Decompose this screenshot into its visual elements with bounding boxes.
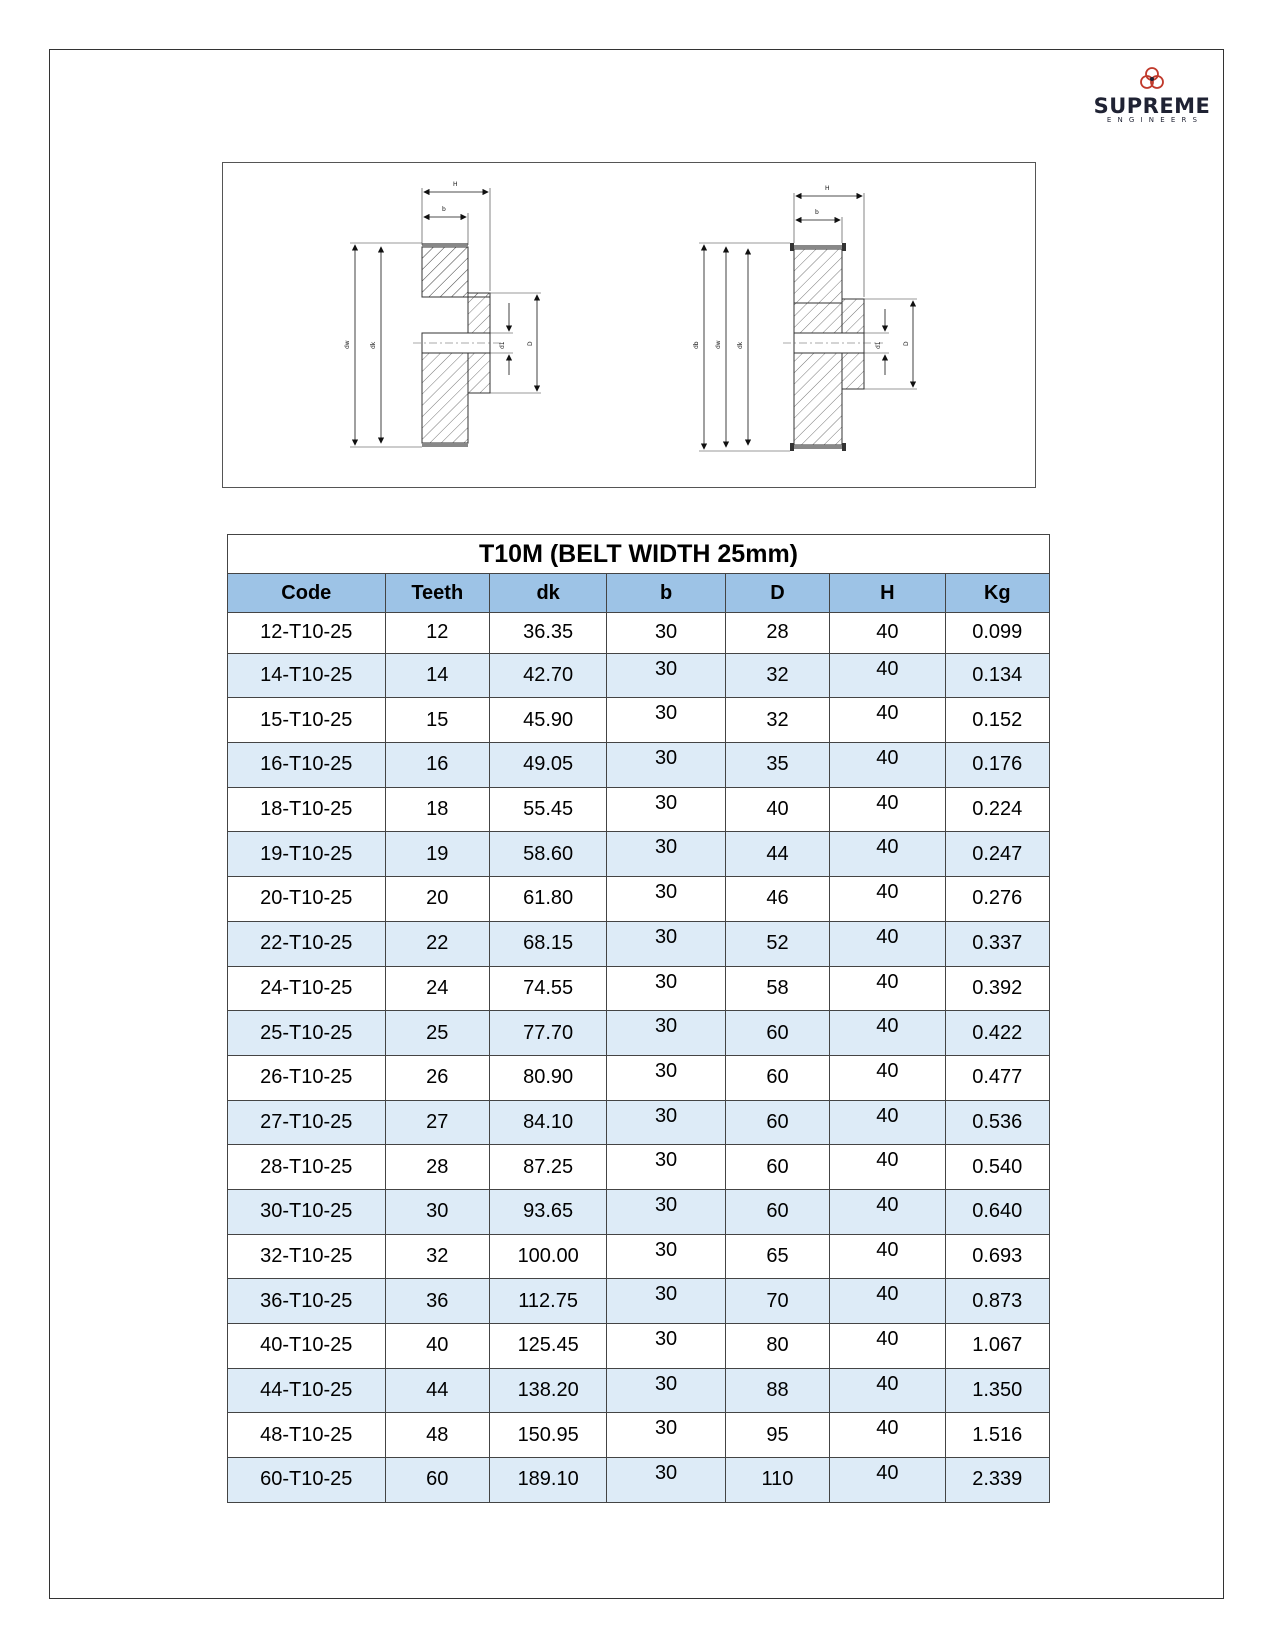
cell-D: 32 bbox=[725, 653, 829, 698]
cell-H: 40 bbox=[830, 1011, 945, 1056]
cell-code: 20-T10-25 bbox=[228, 877, 386, 922]
cell-teeth: 12 bbox=[385, 613, 489, 654]
left-pulley-section bbox=[344, 181, 541, 447]
table-header-row bbox=[228, 574, 1050, 613]
cell-D: 60 bbox=[725, 1189, 829, 1234]
cell-kg: 0.536 bbox=[945, 1100, 1049, 1145]
cell-b: 30 bbox=[607, 1145, 725, 1190]
cell-D: 80 bbox=[725, 1324, 829, 1369]
cell-kg: 2.339 bbox=[945, 1458, 1049, 1503]
cell-H: 40 bbox=[830, 921, 945, 966]
cell-b: 30 bbox=[607, 966, 725, 1011]
table-row bbox=[228, 698, 1050, 743]
cell-H: 40 bbox=[830, 1413, 945, 1458]
cell-kg: 1.350 bbox=[945, 1368, 1049, 1413]
left-dim-dw: dw bbox=[344, 340, 351, 349]
cell-D: 32 bbox=[725, 698, 829, 743]
col-header-b: b bbox=[607, 574, 725, 613]
cell-H: 40 bbox=[830, 698, 945, 743]
spec-table bbox=[227, 534, 1050, 1503]
cell-b: 30 bbox=[607, 1234, 725, 1279]
cell-teeth: 22 bbox=[385, 921, 489, 966]
cell-b: 30 bbox=[607, 1189, 725, 1234]
cell-H: 40 bbox=[830, 1324, 945, 1369]
cell-D: 60 bbox=[725, 1100, 829, 1145]
cell-teeth: 20 bbox=[385, 877, 489, 922]
cell-code: 18-T10-25 bbox=[228, 787, 386, 832]
right-dim-d1: d1 bbox=[875, 341, 882, 349]
cell-teeth: 27 bbox=[385, 1100, 489, 1145]
cell-code: 25-T10-25 bbox=[228, 1011, 386, 1056]
cell-dk: 125.45 bbox=[489, 1324, 606, 1369]
table-row bbox=[228, 1011, 1050, 1056]
table-row bbox=[228, 613, 1050, 654]
cell-b: 30 bbox=[607, 1100, 725, 1145]
cell-H: 40 bbox=[830, 1458, 945, 1503]
cell-b: 30 bbox=[607, 921, 725, 966]
cell-code: 12-T10-25 bbox=[228, 613, 386, 654]
cell-dk: 112.75 bbox=[489, 1279, 606, 1324]
cell-teeth: 28 bbox=[385, 1145, 489, 1190]
cell-dk: 74.55 bbox=[489, 966, 606, 1011]
table-row bbox=[228, 743, 1050, 788]
cell-kg: 0.224 bbox=[945, 787, 1049, 832]
table-row bbox=[228, 1189, 1050, 1234]
table-row bbox=[228, 832, 1050, 877]
cell-H: 40 bbox=[830, 1234, 945, 1279]
cell-b: 30 bbox=[607, 787, 725, 832]
cell-teeth: 48 bbox=[385, 1413, 489, 1458]
cell-kg: 0.099 bbox=[945, 613, 1049, 654]
col-header-H: H bbox=[830, 574, 945, 613]
table-title-row bbox=[228, 535, 1050, 574]
right-pulley-section bbox=[693, 185, 917, 451]
right-dim-H: H bbox=[825, 185, 830, 192]
cell-H: 40 bbox=[830, 1145, 945, 1190]
cell-teeth: 36 bbox=[385, 1279, 489, 1324]
cell-b: 30 bbox=[607, 1368, 725, 1413]
left-dim-b: b bbox=[442, 206, 446, 213]
cell-D: 60 bbox=[725, 1011, 829, 1056]
cell-H: 40 bbox=[830, 1055, 945, 1100]
cell-code: 16-T10-25 bbox=[228, 743, 386, 788]
cell-kg: 0.477 bbox=[945, 1055, 1049, 1100]
cell-D: 60 bbox=[725, 1055, 829, 1100]
cell-teeth: 32 bbox=[385, 1234, 489, 1279]
cell-code: 14-T10-25 bbox=[228, 653, 386, 698]
table-body bbox=[228, 613, 1050, 1503]
cell-dk: 45.90 bbox=[489, 698, 606, 743]
table-row bbox=[228, 1413, 1050, 1458]
cell-b: 30 bbox=[607, 1413, 725, 1458]
cell-dk: 87.25 bbox=[489, 1145, 606, 1190]
cell-code: 19-T10-25 bbox=[228, 832, 386, 877]
right-dim-dk: dk bbox=[737, 341, 744, 349]
cell-b: 30 bbox=[607, 653, 725, 698]
table-title: T10M (BELT WIDTH 25mm) bbox=[228, 535, 1050, 574]
cell-b: 30 bbox=[607, 1055, 725, 1100]
cell-b: 30 bbox=[607, 1011, 725, 1056]
cell-D: 65 bbox=[725, 1234, 829, 1279]
cell-code: 36-T10-25 bbox=[228, 1279, 386, 1324]
cell-D: 44 bbox=[725, 832, 829, 877]
cell-D: 35 bbox=[725, 743, 829, 788]
cell-H: 40 bbox=[830, 832, 945, 877]
cell-H: 40 bbox=[830, 787, 945, 832]
table-row bbox=[228, 653, 1050, 698]
cell-dk: 138.20 bbox=[489, 1368, 606, 1413]
cell-kg: 0.693 bbox=[945, 1234, 1049, 1279]
cell-teeth: 30 bbox=[385, 1189, 489, 1234]
right-dim-b: b bbox=[815, 209, 819, 216]
cell-teeth: 24 bbox=[385, 966, 489, 1011]
cell-teeth: 26 bbox=[385, 1055, 489, 1100]
cell-kg: 0.247 bbox=[945, 832, 1049, 877]
cell-dk: 93.65 bbox=[489, 1189, 606, 1234]
table-row bbox=[228, 1234, 1050, 1279]
cell-b: 30 bbox=[607, 613, 725, 654]
cell-dk: 58.60 bbox=[489, 832, 606, 877]
cell-dk: 49.05 bbox=[489, 743, 606, 788]
cell-kg: 0.540 bbox=[945, 1145, 1049, 1190]
cell-code: 60-T10-25 bbox=[228, 1458, 386, 1503]
cell-D: 46 bbox=[725, 877, 829, 922]
cell-D: 28 bbox=[725, 613, 829, 654]
left-dim-D: D bbox=[527, 341, 534, 346]
cell-b: 30 bbox=[607, 698, 725, 743]
cell-dk: 150.95 bbox=[489, 1413, 606, 1458]
technical-drawing bbox=[222, 162, 1036, 488]
left-dim-H: H bbox=[453, 181, 458, 188]
cell-code: 32-T10-25 bbox=[228, 1234, 386, 1279]
cell-kg: 0.392 bbox=[945, 966, 1049, 1011]
cell-dk: 36.35 bbox=[489, 613, 606, 654]
cell-code: 48-T10-25 bbox=[228, 1413, 386, 1458]
cell-kg: 0.134 bbox=[945, 653, 1049, 698]
cell-dk: 42.70 bbox=[489, 653, 606, 698]
cell-D: 70 bbox=[725, 1279, 829, 1324]
cell-code: 15-T10-25 bbox=[228, 698, 386, 743]
cell-D: 52 bbox=[725, 921, 829, 966]
cell-dk: 77.70 bbox=[489, 1011, 606, 1056]
cell-dk: 84.10 bbox=[489, 1100, 606, 1145]
cell-kg: 0.422 bbox=[945, 1011, 1049, 1056]
cell-D: 88 bbox=[725, 1368, 829, 1413]
cell-dk: 80.90 bbox=[489, 1055, 606, 1100]
cell-dk: 61.80 bbox=[489, 877, 606, 922]
col-header-teeth: Teeth bbox=[385, 574, 489, 613]
cell-b: 30 bbox=[607, 743, 725, 788]
table-row bbox=[228, 1100, 1050, 1145]
cell-code: 44-T10-25 bbox=[228, 1368, 386, 1413]
cell-dk: 55.45 bbox=[489, 787, 606, 832]
col-header-kg: Kg bbox=[945, 574, 1049, 613]
cell-H: 40 bbox=[830, 1100, 945, 1145]
cell-b: 30 bbox=[607, 1279, 725, 1324]
left-dim-dk: dk bbox=[370, 341, 377, 349]
cell-dk: 68.15 bbox=[489, 921, 606, 966]
cell-teeth: 44 bbox=[385, 1368, 489, 1413]
cell-H: 40 bbox=[830, 877, 945, 922]
cell-code: 26-T10-25 bbox=[228, 1055, 386, 1100]
logo-emblem-icon bbox=[1139, 66, 1165, 92]
table-row bbox=[228, 1368, 1050, 1413]
cell-b: 30 bbox=[607, 832, 725, 877]
cell-H: 40 bbox=[830, 1368, 945, 1413]
right-dim-D: D bbox=[903, 341, 910, 346]
cell-teeth: 19 bbox=[385, 832, 489, 877]
cell-D: 58 bbox=[725, 966, 829, 1011]
cell-kg: 0.873 bbox=[945, 1279, 1049, 1324]
cell-H: 40 bbox=[830, 743, 945, 788]
cell-H: 40 bbox=[830, 653, 945, 698]
cell-code: 40-T10-25 bbox=[228, 1324, 386, 1369]
table-row bbox=[228, 1055, 1050, 1100]
cell-teeth: 14 bbox=[385, 653, 489, 698]
left-dim-d1: d1 bbox=[499, 341, 506, 349]
cell-code: 30-T10-25 bbox=[228, 1189, 386, 1234]
cell-teeth: 25 bbox=[385, 1011, 489, 1056]
cell-teeth: 40 bbox=[385, 1324, 489, 1369]
cell-b: 30 bbox=[607, 1324, 725, 1369]
table-row bbox=[228, 1324, 1050, 1369]
table-row bbox=[228, 966, 1050, 1011]
cell-kg: 0.640 bbox=[945, 1189, 1049, 1234]
cell-teeth: 18 bbox=[385, 787, 489, 832]
right-dim-db: db bbox=[693, 341, 700, 349]
cell-kg: 0.337 bbox=[945, 921, 1049, 966]
cell-b: 30 bbox=[607, 1458, 725, 1503]
cell-code: 28-T10-25 bbox=[228, 1145, 386, 1190]
cell-code: 22-T10-25 bbox=[228, 921, 386, 966]
cell-H: 40 bbox=[830, 613, 945, 654]
table-row bbox=[228, 1279, 1050, 1324]
cell-teeth: 15 bbox=[385, 698, 489, 743]
table-row bbox=[228, 921, 1050, 966]
cell-kg: 1.067 bbox=[945, 1324, 1049, 1369]
cell-D: 40 bbox=[725, 787, 829, 832]
cell-kg: 0.152 bbox=[945, 698, 1049, 743]
table-row bbox=[228, 877, 1050, 922]
table-row bbox=[228, 1145, 1050, 1190]
col-header-code: Code bbox=[228, 574, 386, 613]
cell-teeth: 60 bbox=[385, 1458, 489, 1503]
cell-code: 27-T10-25 bbox=[228, 1100, 386, 1145]
cell-code: 24-T10-25 bbox=[228, 966, 386, 1011]
logo-subtitle: ENGINEERS bbox=[1106, 116, 1204, 124]
cell-teeth: 16 bbox=[385, 743, 489, 788]
cell-kg: 0.176 bbox=[945, 743, 1049, 788]
cell-kg: 1.516 bbox=[945, 1413, 1049, 1458]
cell-kg: 0.276 bbox=[945, 877, 1049, 922]
cell-D: 60 bbox=[725, 1145, 829, 1190]
cell-D: 95 bbox=[725, 1413, 829, 1458]
cell-D: 110 bbox=[725, 1458, 829, 1503]
cell-H: 40 bbox=[830, 1189, 945, 1234]
col-header-D: D bbox=[725, 574, 829, 613]
cell-dk: 189.10 bbox=[489, 1458, 606, 1503]
cell-dk: 100.00 bbox=[489, 1234, 606, 1279]
right-dim-dw: dw bbox=[715, 340, 722, 349]
table-row bbox=[228, 1458, 1050, 1503]
company-logo bbox=[1092, 66, 1212, 125]
cell-H: 40 bbox=[830, 1279, 945, 1324]
pulley-drawings bbox=[223, 163, 1037, 489]
col-header-dk: dk bbox=[489, 574, 606, 613]
cell-H: 40 bbox=[830, 966, 945, 1011]
logo-name: SUPREME bbox=[1093, 94, 1211, 118]
table-row bbox=[228, 787, 1050, 832]
cell-b: 30 bbox=[607, 877, 725, 922]
